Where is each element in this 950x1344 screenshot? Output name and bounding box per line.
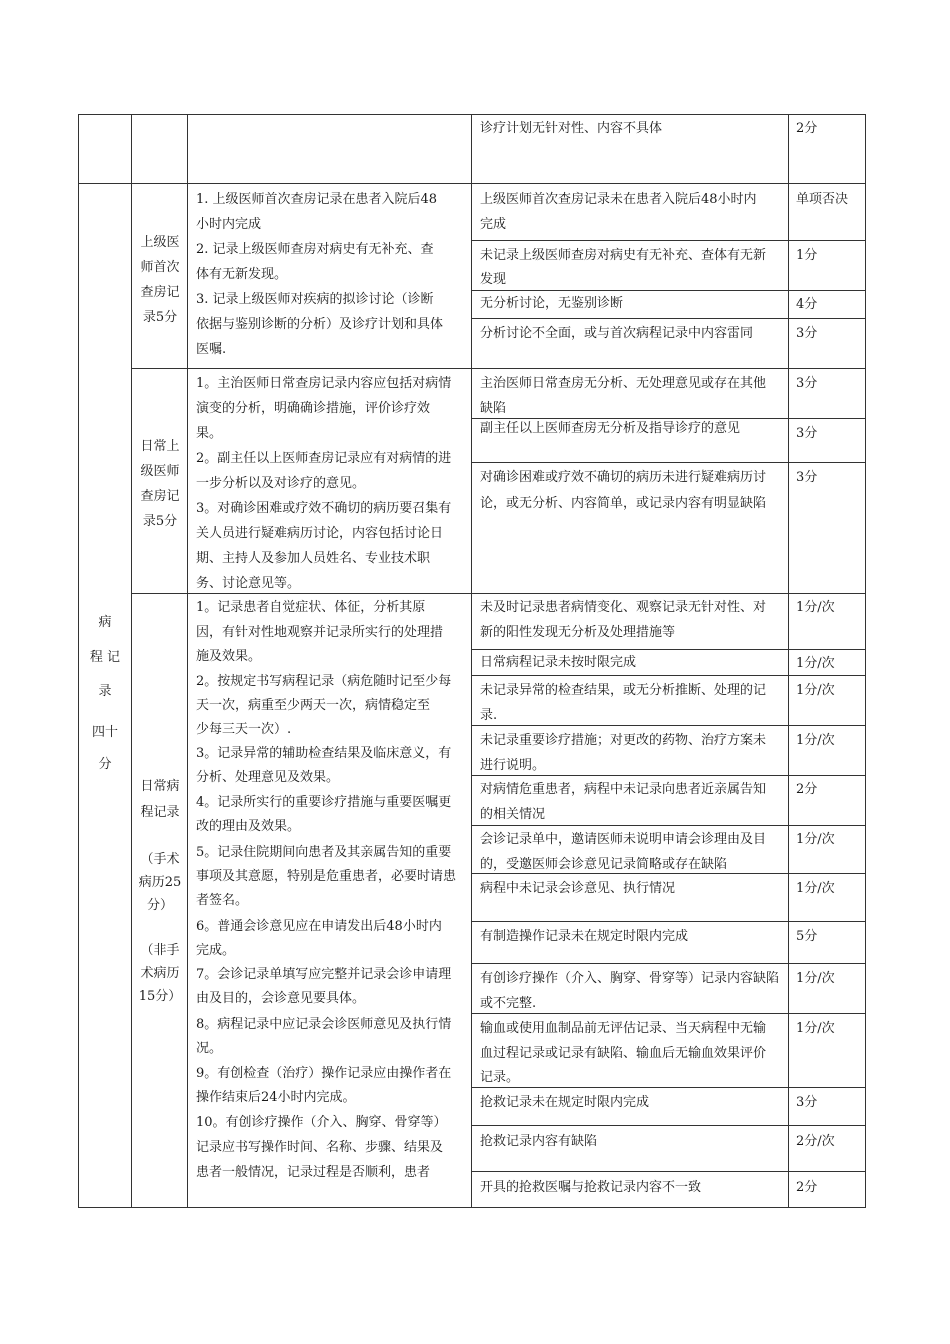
- deduction-score: 1分/次: [796, 656, 835, 671]
- deduction-text: 未记录上级医师查房对病史有无补充、查体有无新: [480, 248, 767, 263]
- section-name-line: 级医师: [140, 464, 180, 479]
- deduction-text: 发现: [480, 272, 507, 287]
- category-label: 分: [98, 757, 112, 772]
- standard-line: 务、讨论意见等。: [196, 576, 301, 591]
- standard-line: 操作结束后24小时内完成。: [196, 1090, 356, 1105]
- deduction-text: 的相关情况: [480, 807, 546, 822]
- deduction-text: 开具的抢救医嘱与抢救记录内容不一致: [480, 1180, 702, 1195]
- section-name-line: 师首次: [140, 260, 180, 275]
- standard-line: 事项及其意愿，特别是危重患者，必要时请患: [196, 869, 457, 884]
- section-name-line: （非手: [140, 943, 180, 958]
- deduction-text: 对病情危重患者，病程中未记录向患者近亲属告知: [480, 782, 767, 797]
- deduction-text: 新的阳性发现无分析及处理措施等: [480, 625, 676, 640]
- section-name-line: 15分）: [138, 989, 182, 1004]
- deduction-text: 对确诊困难或疗效不确切的病历未进行疑难病历讨: [480, 470, 767, 485]
- category-label: 录: [98, 684, 112, 699]
- deduction-score: 3分: [796, 1095, 818, 1110]
- standard-line: 者签名。: [196, 893, 249, 908]
- standard-line: 由及目的，会诊意见要具体。: [196, 991, 366, 1006]
- standard-line: 1。记录患者自觉症状、体征，分析其原: [196, 600, 426, 615]
- deduction-score: 3分: [796, 470, 818, 485]
- deduction-text: 日常病程记录未按时限完成: [480, 655, 637, 670]
- item-divider: [471, 240, 866, 241]
- deduction-score: 3分: [796, 326, 818, 341]
- deduction-text: 进行说明。: [480, 758, 546, 773]
- standard-line: 记录应书写操作时间、名称、步骤、结果及: [196, 1140, 444, 1155]
- standard-line: 演变的分析，明确确诊措施，评价诊疗效: [196, 401, 431, 416]
- standard-line: 改的理由及效果。: [196, 819, 301, 834]
- section-name-line: 录5分: [142, 310, 178, 325]
- deduction-text: 上级医师首次查房记录未在患者入院后48小时内: [480, 192, 757, 207]
- section-name-line: 日常病: [140, 779, 180, 794]
- table-border-left: [78, 114, 79, 1208]
- deduction-score: 1分/次: [796, 881, 835, 896]
- standard-line: 况。: [196, 1041, 223, 1056]
- item-divider: [471, 1125, 866, 1126]
- deduction-text: 副主任以上医师查房无分析及指导诊疗的意见: [480, 421, 741, 436]
- deduction-score: 1分/次: [796, 600, 835, 615]
- category-label: 四十: [91, 725, 118, 740]
- section-name-line: 录5分: [142, 514, 178, 529]
- category-label: 病: [98, 615, 112, 630]
- deduction-text: 未记录重要诊疗措施；对更改的药物、治疗方案未: [480, 733, 767, 748]
- deduction-score: 1分/次: [796, 683, 835, 698]
- standard-line: 9。有创检查（治疗）操作记录应由操作者在: [196, 1066, 452, 1081]
- column-divider: [131, 114, 132, 1208]
- deduction-score: 2分: [796, 782, 818, 797]
- deduction-score: 3分: [796, 376, 818, 391]
- table-border-bottom: [78, 1207, 866, 1208]
- item-divider: [471, 921, 866, 922]
- section-name-line: 程记录: [140, 805, 180, 820]
- section-name-line: 查房记: [140, 285, 180, 300]
- section-divider: [131, 368, 866, 369]
- standard-line: 期、主持人及参加人员姓名、专业技术职: [196, 551, 431, 566]
- deduction-text: 主治医师日常查房无分析、无处理意见或存在其他: [480, 376, 767, 391]
- standard-line: 5。记录住院期间向患者及其亲属告知的重要: [196, 845, 452, 860]
- standard-line: 天一次，病重至少两天一次，病情稳定至: [196, 698, 431, 713]
- deduction-text: 未及时记录患者病情变化、观察记录无针对性、对: [480, 600, 767, 615]
- row-divider: [78, 183, 866, 184]
- deduction-text: 诊疗计划无针对性、内容不具体: [480, 121, 663, 136]
- deduction-score: 1分/次: [796, 1021, 835, 1036]
- deduction-text: 病程中未记录会诊意见、执行情况: [480, 881, 676, 896]
- column-divider: [788, 114, 789, 1208]
- standard-line: 2。副主任以上医师查房记录应有对病情的进: [196, 451, 452, 466]
- deduction-text: 有制造操作记录未在规定时限内完成: [480, 929, 689, 944]
- standard-line: 1. 上级医师首次查房记录在患者入院后48: [196, 192, 438, 207]
- section-name-line: 日常上: [140, 439, 180, 454]
- deduction-text: 录.: [480, 708, 498, 723]
- deduction-score: 4分: [796, 297, 818, 312]
- column-divider: [187, 114, 188, 1208]
- standard-line: 因，有针对性地观察并记录所实行的处理措: [196, 625, 444, 640]
- standard-line: 1。主治医师日常查房记录内容应包括对病情: [196, 376, 452, 391]
- deduction-score: 1分/次: [796, 971, 835, 986]
- deduction-score: 1分/次: [796, 832, 835, 847]
- table-border-top: [78, 114, 866, 115]
- deduction-text: 论，或无分析、内容简单，或记录内容有明显缺陷: [480, 496, 767, 511]
- standard-line: 少每三天一次）.: [196, 722, 292, 737]
- standard-line: 3. 记录上级医师对疾病的拟诊讨论（诊断: [196, 292, 434, 307]
- standard-line: 一步分析以及对诊疗的意见。: [196, 476, 366, 491]
- deduction-score: 3分: [796, 426, 818, 441]
- deduction-score: 2分: [796, 121, 818, 136]
- deduction-text: 有创诊疗操作（介入、胸穿、骨穿等）记录内容缺陷: [480, 971, 780, 986]
- deduction-score: 2分: [796, 1180, 818, 1195]
- standard-line: 10。有创诊疗操作（介入、胸穿、骨穿等）: [196, 1115, 447, 1130]
- standard-line: 2. 记录上级医师查房对病史有无补充、查: [196, 242, 434, 257]
- deduction-text: 的，受邀医师会诊意见记录简略或存在缺陷: [480, 857, 728, 872]
- standard-line: 果。: [196, 426, 223, 441]
- deduction-score: 2分/次: [796, 1134, 835, 1149]
- section-name-line: 病历25: [138, 875, 182, 890]
- standard-line: 4。记录所实行的重要诊疗措施与重要医嘱更: [196, 795, 452, 810]
- section-name-line: 查房记: [140, 489, 180, 504]
- standard-line: 3。对确诊困难或疗效不确切的病历要召集有: [196, 501, 452, 516]
- standard-line: 完成。: [196, 943, 236, 958]
- item-divider: [471, 318, 866, 319]
- category-label: 程 记: [89, 650, 121, 665]
- deduction-text: 无分析讨论，无鉴别诊断: [480, 296, 624, 311]
- standard-line: 分析、处理意见及效果。: [196, 770, 340, 785]
- deduction-text: 会诊记录单中，邀请医师未说明申请会诊理由及目: [480, 832, 767, 847]
- deduction-text: 抢救记录内容有缺陷: [480, 1134, 598, 1149]
- deduction-text: 完成: [480, 217, 507, 232]
- deduction-text: 分析讨论不全面，或与首次病程记录中内容雷同: [480, 326, 754, 341]
- section-name-line: 上级医: [140, 235, 180, 250]
- deduction-text: 缺陷: [480, 401, 507, 416]
- section-name-line: 术病历: [140, 966, 180, 981]
- section-name-line: （手术: [140, 852, 180, 867]
- standard-line: 小时内完成: [196, 217, 262, 232]
- deduction-text: 记录。: [480, 1070, 520, 1085]
- deduction-text: 输血或使用血制品前无评估记录、当天病程中无输: [480, 1021, 767, 1036]
- standard-line: 依据与鉴别诊断的分析）及诊疗计划和具体: [196, 317, 444, 332]
- item-divider: [471, 462, 866, 463]
- standard-line: 体有无新发现。: [196, 267, 288, 282]
- deduction-text: 或不完整.: [480, 996, 537, 1011]
- deduction-score: 5分: [796, 929, 818, 944]
- standard-line: 7。会诊记录单填写应完整并记录会诊申请理: [196, 967, 452, 982]
- deduction-text: 抢救记录未在规定时限内完成: [480, 1095, 650, 1110]
- deduction-text: 血过程记录或记录有缺陷、输血后无输血效果评价: [480, 1046, 767, 1061]
- column-divider: [471, 114, 472, 1208]
- item-divider: [471, 1171, 866, 1172]
- deduction-score: 1分: [796, 248, 818, 263]
- standard-line: 6。普通会诊意见应在申请发出后48小时内: [196, 919, 442, 934]
- deduction-score: 单项否决: [796, 192, 849, 207]
- standard-line: 患者一般情况，记录过程是否顺利，患者: [196, 1165, 431, 1180]
- item-divider: [471, 963, 866, 964]
- section-name-line: 分）: [146, 898, 173, 913]
- standard-line: 施及效果。: [196, 649, 262, 664]
- deduction-score: 1分/次: [796, 733, 835, 748]
- standard-line: 医嘱.: [196, 342, 227, 357]
- standard-line: 3。记录异常的辅助检查结果及临床意义，有: [196, 746, 452, 761]
- table-border-right: [865, 114, 866, 1208]
- standard-line: 2。按规定书写病程记录（病危随时记至少每: [196, 674, 452, 689]
- standard-line: 关人员进行疑难病历讨论，内容包括讨论日: [196, 526, 444, 541]
- standard-line: 8。病程记录中应记录会诊医师意见及执行情: [196, 1017, 452, 1032]
- deduction-text: 未记录异常的检查结果，或无分析推断、处理的记: [480, 683, 767, 698]
